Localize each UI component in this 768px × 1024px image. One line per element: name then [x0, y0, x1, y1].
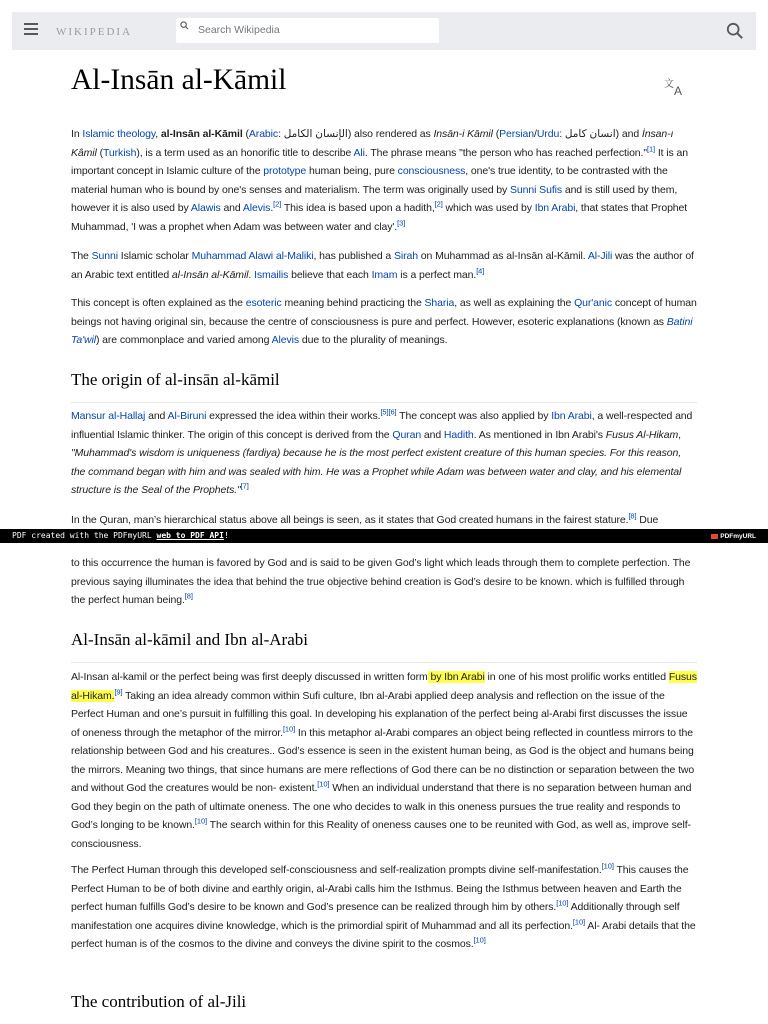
- reference-10e[interactable]: [10]: [556, 898, 569, 908]
- link-esoteric[interactable]: esoteric: [245, 297, 282, 309]
- link-ali[interactable]: Ali: [353, 146, 365, 159]
- link-arabic[interactable]: Arabic: [248, 128, 279, 140]
- link-alevis-2[interactable]: Alevis: [271, 334, 300, 346]
- link-alevis[interactable]: Alevis: [242, 202, 271, 214]
- reference-3[interactable]: [3]: [397, 218, 406, 227]
- pdfmyurl-logo[interactable]: PDFmyURL: [711, 530, 756, 544]
- link-imam[interactable]: Imam: [371, 268, 398, 281]
- link-sirah[interactable]: Sirah: [393, 250, 418, 262]
- reference-5[interactable]: [5]: [380, 407, 389, 417]
- link-al-biruni[interactable]: Al-Biruni: [167, 410, 207, 422]
- reference-10b[interactable]: [10]: [317, 779, 330, 789]
- link-quranic[interactable]: Qur'anic: [574, 297, 613, 309]
- reference-10c[interactable]: [10]: [194, 816, 208, 826]
- hamburger-menu-icon[interactable]: [24, 23, 38, 37]
- link-prototype[interactable]: prototype: [263, 165, 307, 177]
- search-box[interactable]: [176, 18, 439, 43]
- ibn-arabi-paragraph-1: Al-Insan al-kamil or the perfect being was first deeply discussed in written form by Ibn Arabi in one of his most prolific works entitled Fusus al-Hikam.[9] Taking an idea already common within Sufi culture, Ibn al-Arabi applied deep analysis and reflection on the issue of the Perfect Human and one’s pursuit in fulfilling this goal. In developing his explanation of the perfect being al-Arabi first discusses the issue of oneness through the metaphor of the mirror.[10] In this metaphor al-Arabi compares an object being reflected in countless mirrors to the relationship between God and his creatures.. God’s essence is seen in the existent human being, as God is the object and humans being the mirrors. Meaning two things, that since humans are mere reflections of God there can be no distinction or separation between the two and without God the creatures would be non- existent.[10] When an individual understand that there is no separation between human and God they begin on the path of ultimate oneness. The one who decides to walk in this oneness pursues the true reality and responds to God’s longing to be known.[10] The search within for this Reality of oneness causes one to be reunited with God, as well as, improve self-consciousness.: [71, 671, 697, 850]
- origin-paragraph: Mansur al-Hallaj and Al-Biruni expressed the idea within their works.[5][6] The concept was also applied by Ibn Arabi, a well-respected and influential Islamic thinker. The origin of this concept is derived from the Quran and Hadith. As mentioned in Ibn Arabi's Fusus Al-Hikam, "Muhammad's wisdom is uniqueness (fardiya) because he is the most perfect existent creature of this human species. For this reason, the command began with him and was sealed with him. He was a Prophet while Adam was between water and clay, and his elemental structure is the Seal of the Prophets."[7]: [71, 407, 693, 496]
- link-urdu[interactable]: Urdu: [536, 128, 560, 140]
- link-sufis[interactable]: Sufis: [539, 183, 563, 196]
- reference-6[interactable]: [6]: [388, 407, 397, 417]
- intro-paragraph-2: The Sunni Islamic scholar Muhammad Alawi al-Maliki, has published a Sirah on Muhammad as al-Insān al-Kāmil. Al-Jili was the author of an Arabic text entitled al-Insān al-Kāmil. Ismailis believe that each Imam is a perfect man.[4]: [71, 250, 694, 281]
- link-sunni[interactable]: Sunni: [509, 183, 537, 196]
- reference-8[interactable]: [8]: [628, 511, 637, 521]
- section-heading-ibn-arabi: Al-Insān al-kāmil and Ibn al-Arabi: [71, 630, 697, 663]
- link-turkish[interactable]: Turkish: [102, 146, 137, 159]
- pdf-api-link[interactable]: web to PDF API: [156, 531, 224, 540]
- link-muhammad-alawi-al-maliki[interactable]: Muhammad Alawi al-Maliki: [191, 250, 314, 262]
- page-title: Al-Insān al-Kāmil: [71, 64, 287, 96]
- link-ibn-arabi-2[interactable]: Ibn Arabi: [551, 410, 592, 422]
- search-icon: [180, 21, 189, 30]
- link-batini-tawil[interactable]: Batini Ta'wil: [71, 315, 693, 346]
- ibn-arabi-paragraph-2: The Perfect Human through this developed self-consciousness and self-realization prompts divine self-manifestation.[10] This causes the Perfect Human to be of both divine and earthly origin, al-Arabi calls him the Isthmus. Being the Isthmus between heaven and Earth the perfect human fulfills God’s desire to be known and God’s presence can be realized through him by others.[10] Additionally through self manifestation one acquires divine knowledge, which is the primordial spirit of Muhammad and all its perfection.[10] Al- Arabi details that the perfect human is of the cosmos to the divine and conveys the divine spirit to the cosmos.[10]: [71, 861, 696, 950]
- reference-10a[interactable]: [10]: [282, 724, 296, 733]
- top-header: [12, 12, 756, 50]
- highlight-fusus-al-hikam: Fusus al-Hikam.: [71, 671, 697, 702]
- reference-4[interactable]: [4]: [476, 266, 485, 275]
- section-heading-al-jili: The contribution of al-Jili: [71, 992, 697, 1024]
- language-translate-icon[interactable]: [664, 76, 686, 96]
- reference-7[interactable]: [7]: [240, 481, 249, 491]
- link-ismailis[interactable]: Ismailis: [254, 268, 289, 281]
- link-ibn-arabi[interactable]: Ibn Arabi: [534, 202, 576, 214]
- intro-paragraph-3: This concept is often explained as the esoteric meaning behind practicing the Sharia, as well as explaining the Qur'anic concept of human beings not having original sin, because the centre of consciousness is pure and perfect. However, esoteric explanations (known as Batini Ta'wil) are commonplace and varied among Alevis due to the plurality of meanings.: [71, 297, 697, 346]
- reference-2b[interactable]: [2]: [434, 199, 443, 209]
- link-persian[interactable]: Persian: [499, 128, 534, 140]
- link-al-jili[interactable]: Al-Jili: [587, 250, 613, 262]
- link-consciousness[interactable]: consciousness: [397, 165, 466, 177]
- reference-9[interactable]: [9]: [114, 687, 123, 696]
- reference-10f[interactable]: [10]: [572, 917, 586, 926]
- svg-text:A: A: [674, 84, 683, 96]
- link-sharia[interactable]: Sharia: [424, 297, 455, 309]
- wikipedia-logo[interactable]: WIKIPEDIA: [56, 26, 133, 38]
- bold-term: al-Insān al-Kāmil: [160, 128, 243, 140]
- reference-8b[interactable]: [8]: [184, 591, 193, 601]
- link-sunni-2[interactable]: Sunni: [91, 250, 118, 262]
- reference-10d[interactable]: [10]: [601, 861, 614, 871]
- reference-2[interactable]: [2]: [273, 199, 282, 209]
- section-heading-origin: The origin of al-insān al-kāmil: [71, 370, 697, 403]
- reference-10g[interactable]: [10]: [473, 935, 486, 945]
- link-hadith[interactable]: Hadith: [443, 428, 474, 441]
- link-quran[interactable]: Quran: [392, 428, 422, 441]
- link-islamic-theology[interactable]: Islamic theology: [82, 128, 156, 140]
- search-input[interactable]: [198, 22, 428, 38]
- pdf-banner: PDF created with the PDFmyURL web to PDF API! PDFmyURL: [0, 529, 768, 543]
- link-alawis[interactable]: Alawis: [190, 202, 221, 214]
- svg-text:文: 文: [664, 79, 674, 90]
- pdfmyurl-logo-icon: [711, 534, 718, 539]
- search-button-icon[interactable]: [726, 22, 744, 40]
- intro-paragraph-1: In Islamic theology, al-Insān al-Kāmil (Arabic: الإنسان الكامل) also rendered as Insān-i Kāmil (Persian/Urdu: انسان کامل) and İnsan-ı Kâmil (Turkish), is a term used as an honorific title to describe Ali. The phrase means "the person who has reached perfection."[1] It is an important concept in Islamic culture of the prototype human being, pure consciousness, one's true identity, to be contrasted with the material human who is bound by one's senses and materialism. The term was originally used by Sunni Sufis and is still used by them, however it is also used by Alawis and Alevis.[2] This idea is based upon a hadith,[2] which was used by Ibn Arabi, that states that Prophet Muhammad, 'I was a prophet when Adam was between water and clay'.[3]: [71, 128, 688, 233]
- link-mansur-al-hallaj[interactable]: Mansur al-Hallaj: [71, 410, 146, 422]
- quran-paragraph-continued: to this occurrence the human is favored by God and is said to be given God’s light which leads through them to complete perfection. The previous saying illuminates the idea that behind the true objective behind creation is God’s desire to be known. which is fulfilled through the perfect human being.[8]: [71, 557, 691, 606]
- highlight-by-ibn-arabi: by Ibn Arabi: [427, 671, 485, 683]
- quran-paragraph-start: In the Quran, man’s hierarchical status above all beings is seen, as it states that God created humans in the fairest stature.[8] Due: [71, 511, 659, 526]
- reference-1[interactable]: [1]: [647, 144, 656, 153]
